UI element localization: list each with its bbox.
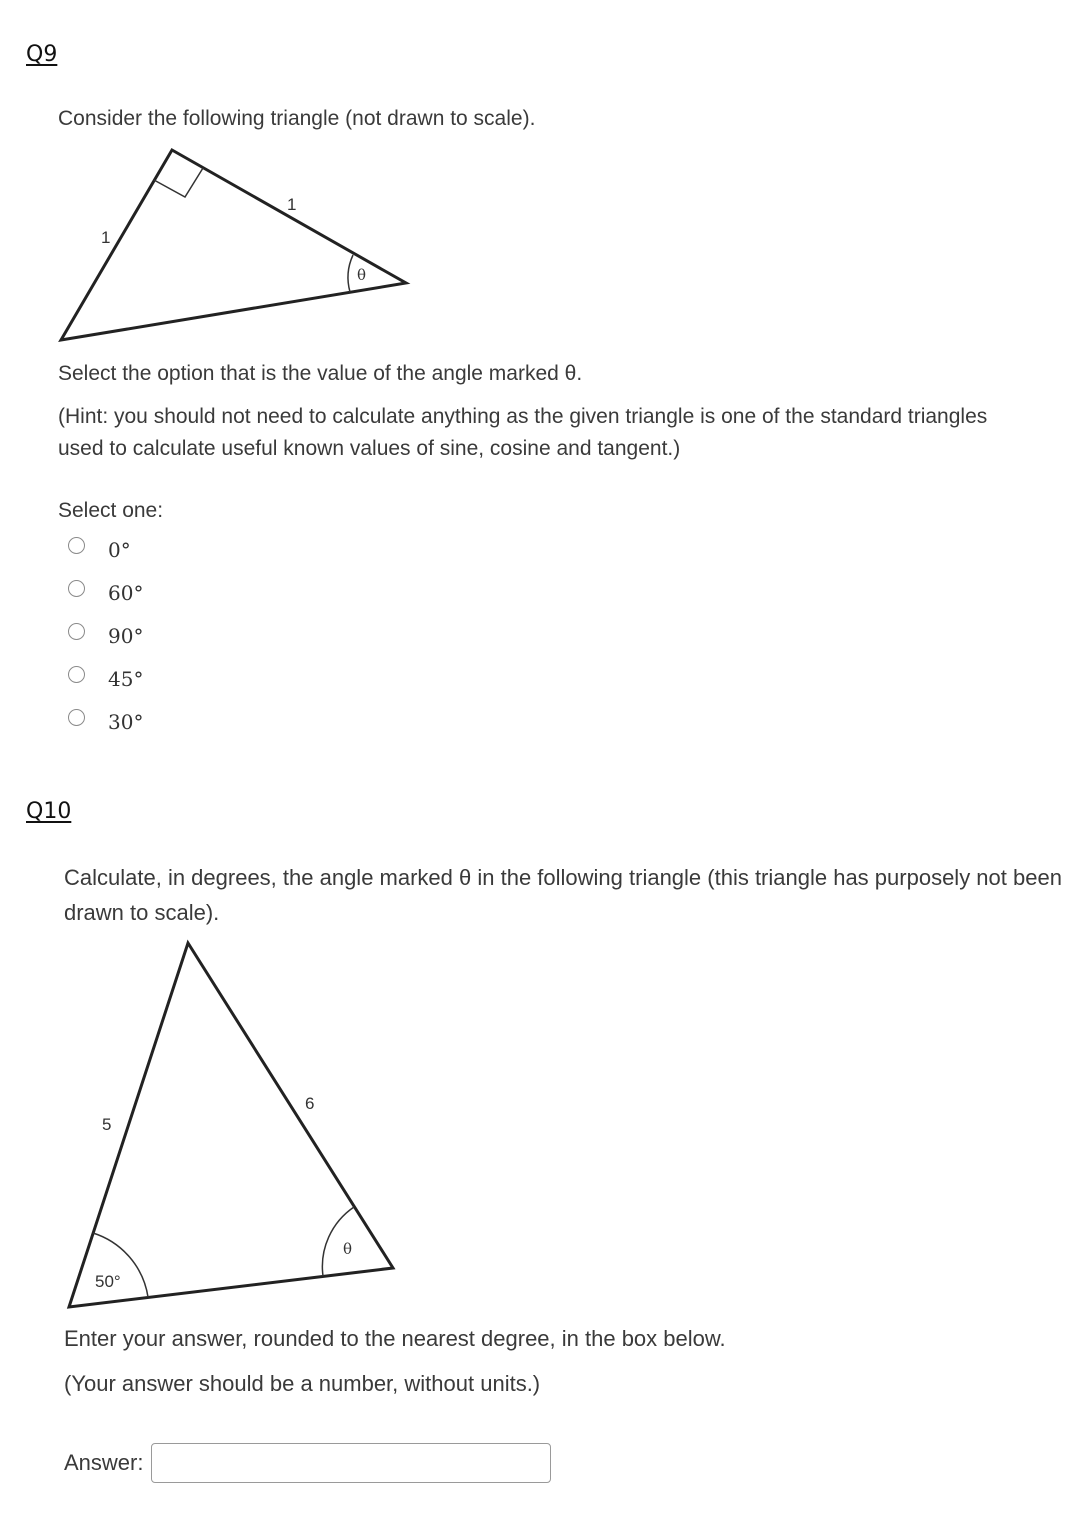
q9-side-left-label: 1 (101, 228, 111, 247)
q10-theta-label: θ (343, 1240, 353, 1258)
answer-input[interactable] (151, 1443, 551, 1483)
answer-label: Answer: (64, 1450, 144, 1475)
q10-answer-row (64, 1443, 551, 1483)
q9-intro: Consider the following triangle (not drawn to scale). (58, 107, 536, 130)
q9-theta-label: θ (357, 266, 367, 284)
q9-label: Q9 (26, 42, 58, 67)
q10-note: (Your answer should be a number, without units.) (64, 1371, 541, 1396)
q10-instruction: Enter your answer, rounded to the nearest degree, in the box below. (64, 1326, 726, 1351)
q9-hint: (Hint: you should not need to calculate anything as the given triangle is one of the standard triangles used to calculate useful known values of sine, cosine and tangent.) (58, 405, 988, 460)
q10-side-right-label: 6 (305, 1094, 315, 1113)
q9-option-label: 90° (108, 624, 144, 648)
q10-intro: Calculate, in degrees, the angle marked θ in the following triangle (this triangle has purposely not been drawn to scale). (64, 865, 1062, 925)
q9-side-top-label: 1 (287, 195, 297, 214)
q10-given-angle-label: 50° (95, 1272, 121, 1291)
q9-option-label: 30° (108, 710, 144, 734)
q9-option-label: 0° (108, 538, 131, 562)
q10-label: Q10 (26, 799, 72, 824)
q9-option-label: 45° (108, 667, 144, 691)
q9-select-label: Select one: (58, 499, 164, 522)
q9-prompt: Select the option that is the value of the angle marked θ. (58, 362, 583, 385)
q9-option-label: 60° (108, 581, 144, 605)
q10-side-left-label: 5 (102, 1115, 112, 1134)
